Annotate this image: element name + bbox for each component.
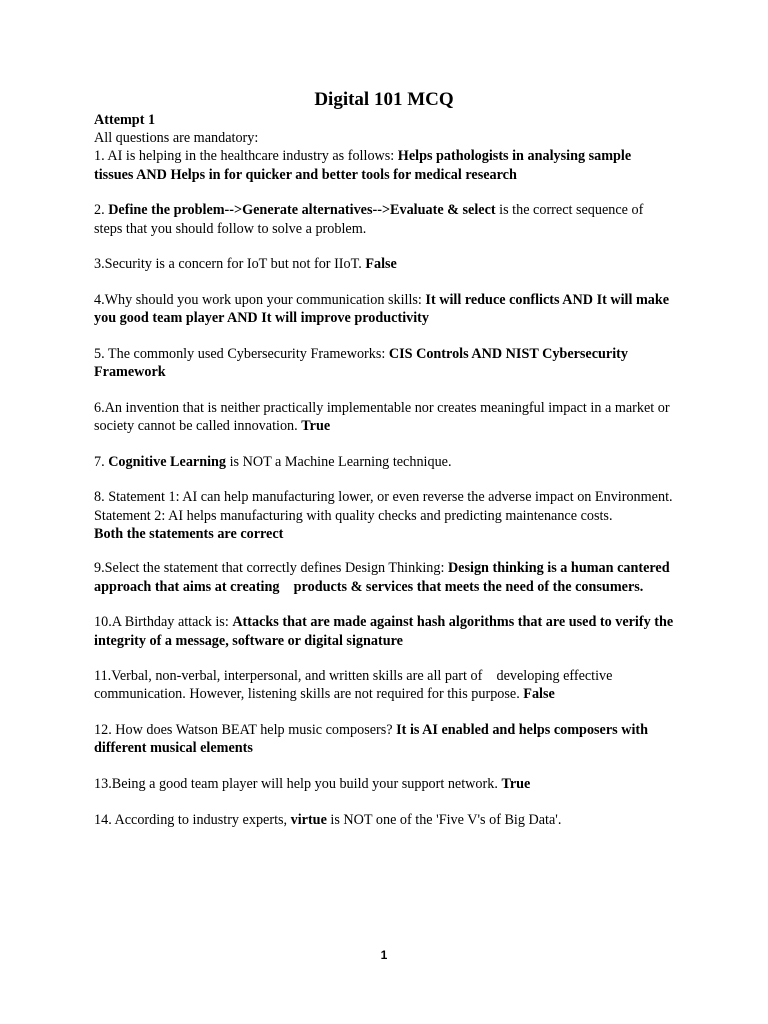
- answer-11: False: [523, 686, 555, 703]
- question-2: 2. Define the problem-->Generate alternatives-->Evaluate & select is the correct sequence of steps that you should follow to solve a problem.: [94, 202, 644, 237]
- intro-text: All questions are mandatory:: [94, 130, 259, 147]
- answer-7: Cognitive Learning: [108, 453, 227, 470]
- question-8: 8. Statement 1: AI can help manufacturing lower, or even reverse the adverse impact on Environment. Statement 2: AI helps manufacturing with quality checks and predicting maintenance costs. Both the statements are correct: [94, 489, 673, 542]
- page-number: 1: [380, 948, 388, 962]
- question-9: 9.Select the statement that correctly defines Design Thinking: Design thinking is a human cantered approach that aims at creating products & services that meets the need of the consumers.: [94, 560, 674, 595]
- answer-2: Define the problem-->Generate alternatives-->Evaluate & select: [108, 202, 496, 219]
- question-12: 12. How does Watson BEAT help music composers? It is AI enabled and helps composers with different musical elements: [94, 722, 649, 757]
- document-body: [94, 111, 674, 846]
- question-6: 6.An invention that is neither practically implementable nor creates meaningful impact in a market or society cannot be called innovation. True: [94, 399, 670, 434]
- answer-10: Attacks that are made against hash algorithms that are used to verify the integrity of a message, software or digital signature: [94, 614, 674, 649]
- answer-9: Design thinking is a human cantered approach that aims at creating products & services that meets the need of the consumers.: [94, 560, 674, 595]
- question-7: 7. Cognitive Learning is NOT a Machine Learning technique.: [94, 453, 452, 470]
- attempt-heading: Attempt 1: [94, 112, 156, 128]
- question-13: 13.Being a good team player will help you build your support network. True: [94, 776, 531, 793]
- answer-6: True: [301, 417, 331, 434]
- document-title: Digital 101 MCQ: [314, 89, 454, 110]
- question-10: 10.A Birthday attack is: Attacks that are made against hash algorithms that are used to verify the integrity of a message, software or digital signature: [94, 614, 674, 649]
- question-1: 1. AI is helping in the healthcare industry as follows: Helps pathologists in analysing sample tissues AND Helps in for quicker and better tools for medical research: [94, 148, 632, 183]
- question-3: 3.Security is a concern for IoT but not for IIoT. False: [94, 256, 397, 273]
- answer-12: It is AI enabled and helps composers with different musical elements: [94, 722, 649, 757]
- answer-8: Both the statements are correct: [94, 525, 284, 542]
- answer-1: Helps pathologists in analysing sample tissues AND Helps in for quicker and better tools for medical research: [94, 148, 632, 183]
- answer-4: It will reduce conflicts AND It will make you good team player AND It will improve productivity: [94, 291, 670, 327]
- answer-13: True: [501, 776, 531, 793]
- question-5: 5. The commonly used Cybersecurity Frameworks: CIS Controls AND NIST Cybersecurity Framework: [94, 345, 628, 381]
- answer-3: False: [365, 256, 397, 273]
- question-4: 4.Why should you work upon your communication skills: It will reduce conflicts AND It will make you good team player AND It will improve productivity: [94, 291, 670, 327]
- answer-14: virtue: [290, 811, 327, 828]
- question-11: 11.Verbal, non-verbal, interpersonal, and written skills are all part of developing effective communication. However, listening skills are not required for this purpose. False: [94, 668, 616, 703]
- answer-5: CIS Controls AND NIST Cybersecurity Framework: [94, 345, 628, 381]
- question-14: 14. According to industry experts, virtue is NOT one of the 'Five V's of Big Data'.: [94, 811, 562, 828]
